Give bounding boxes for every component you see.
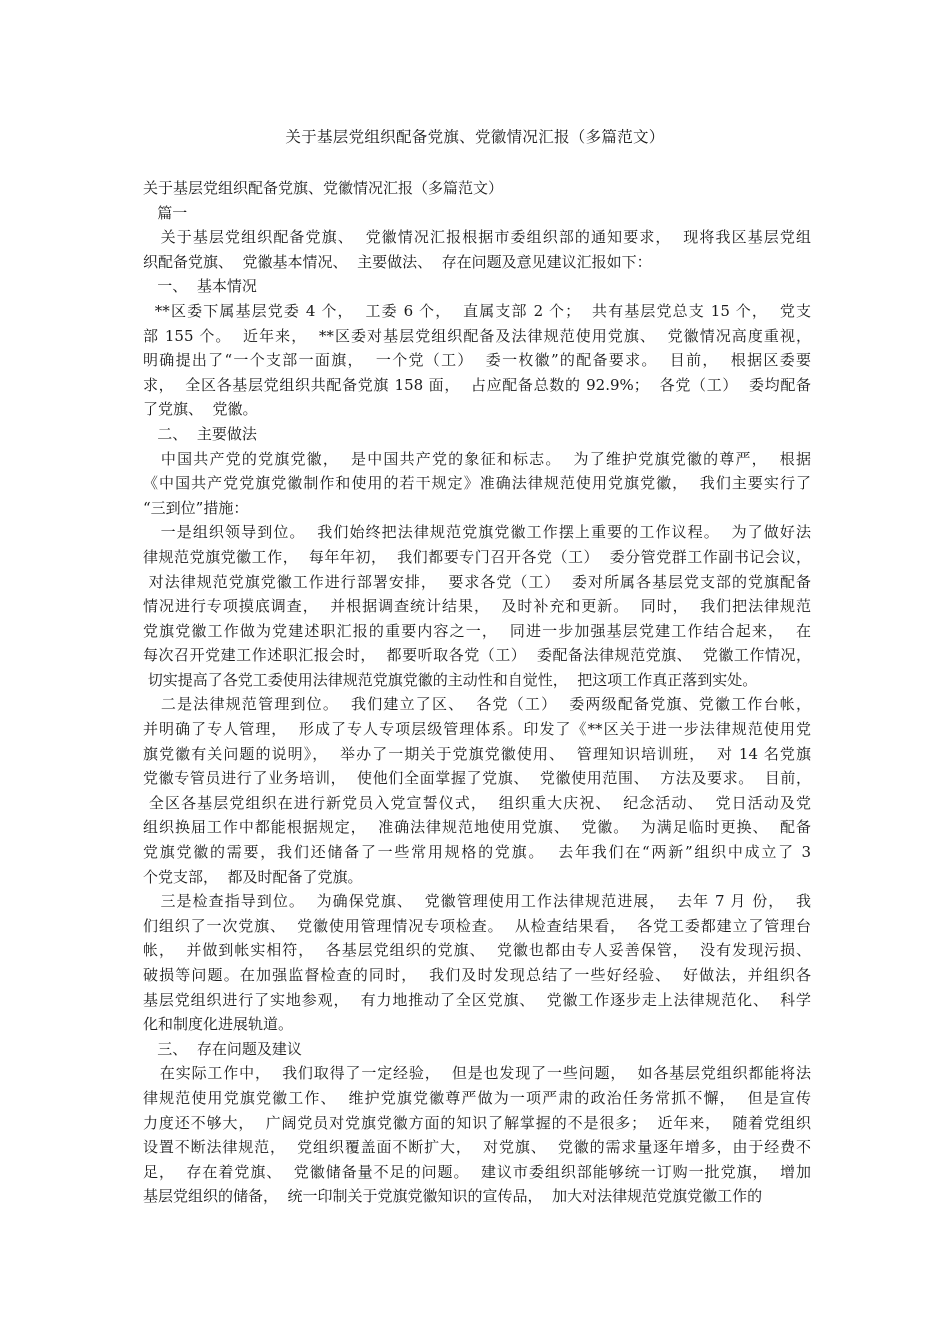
- text-line: 在实际工作中， 我们取得了一定经验， 但是也发现了一些问题， 如各基层党组织都能将法: [143, 1064, 811, 1083]
- document-body: [143, 176, 811, 1209]
- text-line: 个党支部， 都及时配备了党旗。: [143, 867, 363, 886]
- text-line: 二、 主要做法: [143, 424, 257, 443]
- text-line: 化和制度化进展轨道。: [143, 1015, 294, 1034]
- text-line: 党旗党徽的需要，我们还储备了一些常用规格的党旗。 去年我们在“两新”组织中成立了 3: [143, 843, 811, 862]
- text-line: “三到位”措施：: [143, 498, 249, 517]
- text-line: 帐， 并做到帐实相符， 各基层党组织的党旗、 党徽也都由专人妥善保管， 没有发现污损、: [143, 941, 811, 960]
- text-line: 党旗党徽工作做为党建述职汇报的重要内容之一， 同进一步加强基层党建工作结合起来， 在: [143, 621, 811, 640]
- text-line: 对法律规范党旗党徽工作进行部署安排， 要求各党（工） 委对所属各基层党支部的党旗配备: [143, 572, 811, 591]
- text-line: 一、 基本情况: [143, 277, 257, 296]
- text-line: 切实提高了各党工委使用法律规范党旗党徽的主动性和自觉性， 把这项工作真正落到实处。: [143, 670, 758, 689]
- text-line: 一是组织领导到位。 我们始终把法律规范党旗党徽工作摆上重要的工作议程。 为了做好法: [143, 523, 811, 542]
- text-line: 并明确了专人管理， 形成了专人专项层级管理体系。印发了《**区关于进一步法律规范使用党: [143, 720, 811, 739]
- text-line: 了党旗、 党徽。: [143, 400, 258, 419]
- text-line: 关于基层党组织配备党旗、党徽情况汇报（多篇范文）: [143, 179, 504, 197]
- text-line: 破损等问题。在加强监督检查的同时， 我们及时发现总结了一些好经验、 好做法，并组织各: [143, 966, 811, 984]
- document-title: 关于基层党组织配备党旗、党徽情况汇报（多篇范文）: [285, 128, 665, 146]
- text-line: 设置不断法律规范， 党组织覆盖面不断扩大， 对党旗、 党徽的需求量逐年增多，由于经费不: [143, 1138, 811, 1157]
- text-line: 三是检查指导到位。 为确保党旗、 党徽管理使用工作法律规范进展， 去年 7 月 份， 我: [143, 892, 811, 911]
- text-line: 党徽专管员进行了业务培训， 使他们全面掌握了党旗、 党徽使用范围、 方法及要求。 目前，: [143, 769, 811, 788]
- text-line: 中国共产党的党旗党徽， 是中国共产党的象征和标志。 为了维护党旗党徽的尊严， 根据: [143, 449, 811, 468]
- text-line: 基层党组织的储备， 统一印制关于党旗党徽知识的宣传品， 加大对法律规范党旗党徽工作的: [143, 1187, 763, 1206]
- text-line: 律规范使用党旗党徽工作、 维护党旗党徽尊严做为一项严肃的政治任务常抓不懈， 但是宣传: [143, 1088, 811, 1107]
- text-line: 力度还不够大， 广阔党员对党旗党徽方面的知识了解掌握的不是很多； 近年来， 随着党组织: [143, 1113, 811, 1132]
- text-line: 情况进行专项摸底调查， 并根据调查统计结果， 及时补充和更新。 同时， 我们把法律规范: [143, 597, 811, 616]
- text-line: 明确提出了“一个支部一面旗， 一个党（工） 委一枚徽”的配备要求。 目前， 根据区委要: [143, 351, 811, 370]
- text-line: 基层党组织进行了实地参观， 有力地推动了全区党旗、 党徽工作逐步走上法律规范化、 科学: [143, 990, 811, 1009]
- text-line: 二是法律规范管理到位。 我们建立了区、 各党（工） 委两级配备党旗、党徽工作台帐，: [143, 695, 811, 714]
- text-line: 每次召开党建工作述职汇报会时， 都要听取各党（工） 委配备法律规范党旗、 党徽工作情况，: [143, 646, 811, 665]
- text-line: **区委下属基层党委 4 个， 工委 6 个， 直属支部 2 个； 共有基层党总支 15 个， 党支: [143, 301, 811, 320]
- text-line: 们组织了一次党旗、 党徽使用管理情况专项检查。 从检查结果看， 各党工委都建立了管理台: [143, 916, 811, 935]
- text-line: 织配备党旗、 党徽基本情况、 主要做法、 存在问题及意见建议汇报如下：: [143, 252, 652, 271]
- text-line: 三、 存在问题及建议: [143, 1039, 302, 1058]
- text-line: 律规范党旗党徽工作， 每年年初， 我们都要专门召开各党（工） 委分管党群工作副书记会议，: [143, 547, 811, 566]
- text-line: 组织换届工作中都能根据规定， 准确法律规范地使用党旗、 党徽。 为满足临时更换、 配备: [143, 818, 811, 837]
- text-line: 关于基层党组织配备党旗、 党徽情况汇报根据市委组织部的通知要求， 现将我区基层党组: [143, 228, 811, 247]
- text-line: 旗党徽有关问题的说明》， 举办了一期关于党旗党徽使用、 管理知识培训班， 对 14 名党旗: [143, 744, 811, 763]
- text-line: 全区各基层党组织在进行新党员入党宣誓仪式， 组织重大庆祝、 纪念活动、 党日活动及党: [143, 793, 811, 812]
- text-line: 求， 全区各基层党组织共配备党旗 158 面， 占应配备总数的 92.9%； 各党（工） 委均配备: [143, 375, 811, 394]
- text-line: 篇一: [143, 203, 188, 222]
- text-line: 《中国共产党党旗党徽制作和使用的若干规定》准确法律规范使用党旗党徽， 我们主要实行了: [143, 474, 811, 493]
- text-line: 足， 存在着党旗、 党徽储备量不足的问题。 建议市委组织部能够统一订购一批党旗， 增加: [143, 1162, 811, 1181]
- text-line: 部 155 个。 近年来， **区委对基层党组织配备及法律规范使用党旗、 党徽情况高度重视，: [143, 326, 811, 345]
